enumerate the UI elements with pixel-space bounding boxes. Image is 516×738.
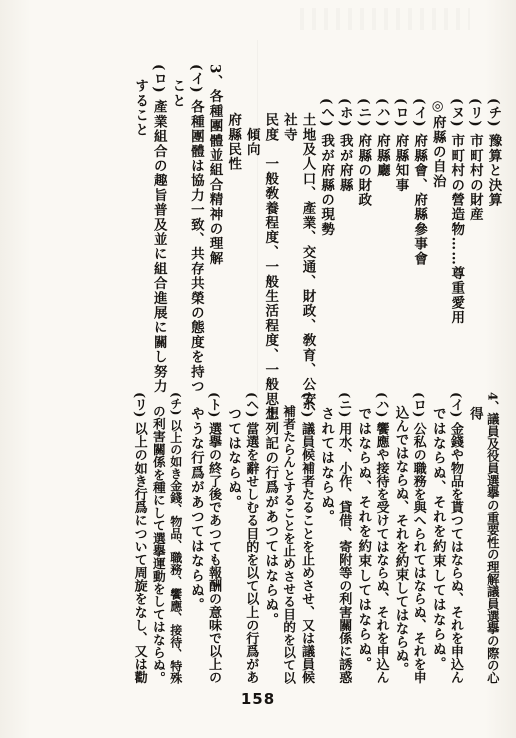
text-column: 土地及人口、產業、交通、財政、敎育、公安、	[299, 98, 316, 422]
text-column: (ハ) 府縣廳	[373, 98, 390, 178]
text-column: (チ) 以上の如き金錢、物品、職務、饗應、接待、特殊	[168, 392, 183, 684]
text-column: すること	[132, 64, 149, 138]
text-column: ではならぬ、それを約束してはならぬ。	[429, 392, 446, 672]
text-column: (ロ) 產業組合の趣旨普及並に組合進展に關し努力	[150, 64, 167, 394]
text-column: (ニ) 用水、小作、貸借、寄附等の利害關係に誘惑	[336, 392, 352, 684]
text-column: (ヘ) 當選を辭せしむる目的を以て以上の行爲があ	[243, 392, 259, 684]
text-column: (イ) 金錢や物品を貰つてはならぬ、それを申込ん	[447, 392, 463, 684]
text-column: (ロ) 公私の職務を與へられてはならぬ、それを申	[410, 392, 426, 684]
text-column: やうな行爲があつてはならぬ。	[187, 392, 204, 613]
text-column: 民度 一般敎養程度、一般生活程度、一般思想	[262, 98, 279, 422]
text-column: (ハ) 饗應や接待を受けてはならぬ、それを申込ん	[373, 392, 389, 684]
text-column: 得	[466, 392, 483, 422]
text-column: (リ) 以上の如き行爲について周旋をなし、又は勸	[131, 392, 147, 684]
text-column: (へ) 我が府縣の現勢	[318, 98, 335, 237]
page-number: 158	[240, 690, 276, 708]
text-column: 上列記の行爲があつてはならぬ。	[262, 392, 279, 628]
text-column: つてはならぬ。	[225, 392, 242, 510]
text-column: (ホ) 議員候補者たることを止めさせ、又は議員候	[299, 392, 315, 684]
text-column: (ホ) 我が府縣	[336, 98, 353, 193]
text-column: (リ) 市町村の財産	[466, 98, 483, 222]
text-column: されてはならぬ。	[318, 392, 335, 525]
text-column: 補者たらんとすることを止めさせる目的を以て以	[281, 392, 297, 684]
text-column: 3、各種團體並組合精神の理解	[206, 64, 223, 266]
text-column: ◎府縣の自治	[429, 98, 446, 189]
text-column: (チ) 豫算と決算	[485, 98, 502, 208]
text-column: 社寺	[280, 98, 297, 143]
text-column: ではならぬ、それを約束してはならぬ。	[355, 392, 372, 672]
text-column: こと	[169, 64, 186, 109]
text-column: 府縣民性	[225, 98, 242, 172]
text-column: (ヌ) 市町村の營造物……尊重愛用	[448, 98, 465, 325]
bleed-through-mark	[300, 8, 470, 30]
text-column: (ニ) 府縣の財政	[355, 98, 372, 208]
text-column: (ト) 選擧の終了後であつても報酬の意味で以上の	[206, 392, 222, 684]
text-column: (イ) 各種團體は協力一致、共存共榮の態度を持つ	[187, 64, 204, 394]
text-column: (イ) 府縣會、府縣參事會	[411, 98, 428, 267]
text-column: 傾向	[243, 98, 260, 157]
text-column: (ロ) 府縣知事	[392, 98, 409, 193]
text-column: 込んではならぬ、それを約束してはならぬ。	[392, 392, 409, 676]
text-column: 4、議員及役員選擧の重要性の理解議員選擧の際の心	[485, 392, 501, 684]
text-column: の利害關係を種にして選擧運動をしてはならぬ。	[150, 392, 166, 684]
